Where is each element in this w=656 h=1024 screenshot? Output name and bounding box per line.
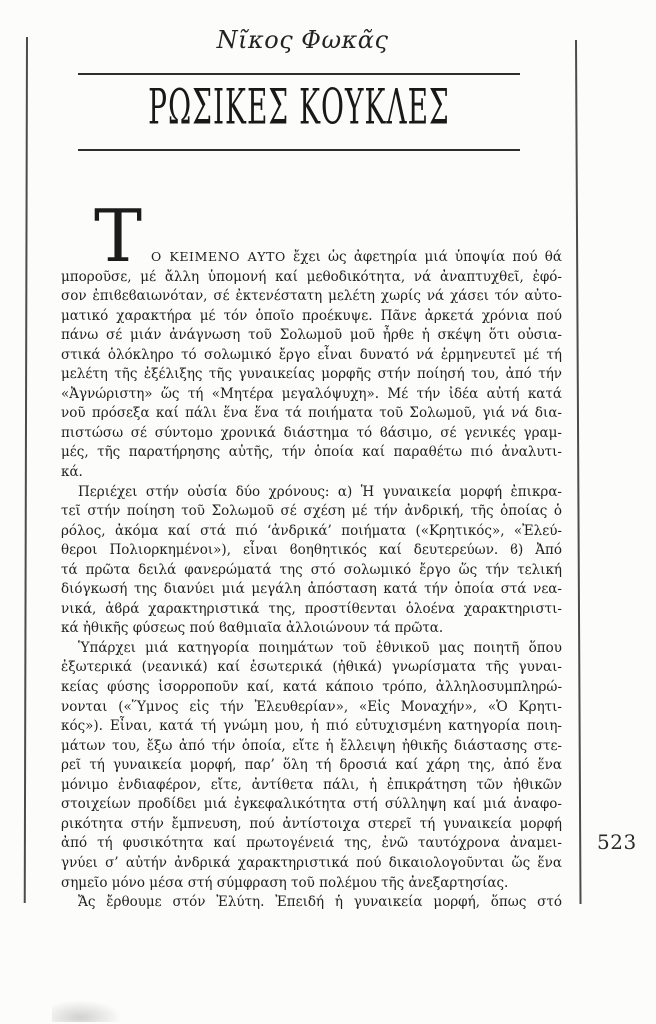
text-line: κείας φύσης ἰσορροποῦν καί, κατά κάποιο τρόπο, ἀλληλοσυμπληρώ- <box>61 679 562 696</box>
text-line: διόγκωσή της διανύει μιά μεγάλη ἀπόσταση κατά τήν ὁποία στά νεα- <box>61 581 562 598</box>
text-line: «Ἀγνώριστη» ὥς τή «Μητέρα μεγαλόψυχη». Μέ τήν ἰδέα αὐτή κατά <box>61 385 562 402</box>
paragraph-4 <box>61 893 562 913</box>
text-line: νικά, ἁϐρά χαρακτηριστικά της, προστίθενται ὁλοένα χαρακτηριστι- <box>61 600 562 617</box>
text-line: θεροι Πολιορκημένοι»), εἶναι ϐοηθητικός καί δευτερεύων. ϐ) Ἀπό <box>61 542 562 559</box>
text-line: Ὑπάρχει μιά κατηγορία ποιημάτων τοῦ ἐθνικοῦ μας ποιητῆ ὅπου <box>78 639 562 656</box>
text-line: πιστώσω σέ σύντομο χρονικά διάστημα τό ϐάσιμο, σέ γενικές γραμ- <box>61 424 562 441</box>
text-line: ρόλος, ἀκόμα καί στά πιό ‘ἀνδρικά’ ποιήματα («Κρητικός», «Ἐλεύ- <box>61 522 562 539</box>
text-line: ρεῖ τή γυναικεία μορφή, παρ’ ὅλη τή δροσιά καί χάρη της, ἀπό ἕνα <box>61 757 562 774</box>
article-body <box>61 194 562 913</box>
text-line: μποροῦσε, μέ ἄλλη ὑπομονή καί μεθοδικότητα, νά ἀναπτυχθεῖ, ἐφό- <box>61 268 562 285</box>
text-line: σον ἐπιϐεϐαιωνόταν, σέ ἐκτενέστατη μελέτη χωρίς νά χάσει τόν αὐτο- <box>61 288 562 305</box>
text-line: γνύει σ’ αὐτήν ἀνδρικά χαρακτηριστικά πού δικαιολογοῦνται ὥς ἕνα <box>61 854 562 871</box>
lead-rest: ἔχει ὡς ἀφετηρία μιά ὑποψία πού θά <box>293 249 562 265</box>
text-line: ματικό χαρακτήρα μέ τόν ὁποῖο προέκυψε. Πᾶνε ἀρκετά χρόνια πού <box>61 307 562 324</box>
scan-smudge <box>52 1000 122 1022</box>
lead-caps: Ο ΚΕΙΜΕΝΟ ΑΥΤΟ <box>151 249 286 264</box>
text-line: πάνω σέ μιάν ἀνάγνωση τοῦ Σολωμοῦ μοῦ ἦρθε ἡ σκέψη ὅτι οὐσια- <box>61 327 562 344</box>
text-line: Περιέχει στήν οὐσία δύο χρόνους: α) Ἡ γυναικεία μορφή ἐπικρα- <box>78 483 562 500</box>
text-line: ἀπό τή φυσικότητα καί πρωτογένειά της, ἐνῶ ταυτόχρονα ἀναμει- <box>61 835 562 852</box>
text-line: τά πρῶτα δειλά φανερώματά της στό σολωμικό ἔργο ὥς τήν τελική <box>61 561 562 578</box>
text-line: κά ἠθικῆς φύσεως πού ϐαθμιαῖα ἀλλοιώνουν τά πρῶτα. <box>61 620 444 637</box>
text-line: τεῖ στήν ποίηση τοῦ Σολωμοῦ σέ σχέση μέ τήν ἀνδρική, τῆς ὁποίας ὁ <box>61 503 562 520</box>
right-border-rule <box>575 40 581 904</box>
text-line: στοιχείων προδίδει μιά ἐγκεφαλικότητα στή σύλληψη καί μιά ἀναφο- <box>61 796 562 813</box>
page-number: 523 <box>597 830 637 854</box>
text-line: μελέτη τῆς ἐξέλιξης τῆς γυναικείας μορφῆς στήν ποίησή του, ἀπό τήν <box>61 366 562 383</box>
text-line: νοῦ πρόσεξα καί πάλι ἕνα ἕνα τά ποιήματα τοῦ Σολωμοῦ, γιά νά δια- <box>61 405 562 422</box>
text-line: νονται («Ὕμνος εἰς τήν Ἐλευθερίαν», «Εἰς Μοναχήν», «Ὁ Κρητι- <box>61 698 562 715</box>
text-line: στικά ὁλόκληρο τό σολωμικό ἔργο εἶναι δυνατό νά ἑρμηνευτεῖ μέ τή <box>61 346 562 363</box>
text-line: μόνιμο ἐνδιαφέρον, εἴτε, ἀντίθετα πάλι, ἡ ἐπικράτηση τῶν ἠθικῶν <box>61 776 562 793</box>
dropcap-initial: Τ <box>94 194 143 278</box>
text-line: μάτων του, ἔξω ἀπό τήν ὁποία, εἴτε ἡ ἔλλειψη ἠθικῆς διάστασης στε- <box>61 737 562 754</box>
title-rule-bottom <box>78 149 520 151</box>
text-line: Ἄς ἔρθουμε στόν Ἐλύτη. Ἐπειδή ἡ γυναικεία μορφή, ὅπως στό <box>78 894 562 911</box>
text-line: σημεῖο μόνο μέσα στή σύμφραση τοῦ πολέμου τῆς ἀνεξαρτησίας. <box>61 874 509 891</box>
text-line: ρικότητα στήν ἔμπνευση, πού ἀντίστοιχα στερεῖ τή γυναικεία μορφή <box>61 815 562 832</box>
text-line: κός»). Εἶναι, κατά τή γνώμη μου, ἡ πιό εὐτυχισμένη κατηγορία ποιη- <box>61 718 562 735</box>
paragraph-2 <box>61 483 562 639</box>
article-title <box>78 77 520 136</box>
text-line: κά. <box>61 464 83 481</box>
article-title-text: ΡΩΣΙΚΕΣ ΚΟΥΚΛΕΣ <box>148 77 450 136</box>
paragraph-1 <box>61 268 562 483</box>
left-border-rule <box>24 37 28 903</box>
text-line: ἐξωτερικά (νεανικά) καί ἐσωτερικά (ἠθικά) γνωρίσματα τῆς γυναι- <box>61 659 562 676</box>
text-line: μές, τῆς παρατήρησης αὐτῆς, τήν ὁποία καί παραθέτω πιό ἀναλυτι- <box>61 444 562 461</box>
author-name: Νῖκος Φωκᾶς <box>216 26 389 54</box>
paragraph-3 <box>61 639 562 893</box>
